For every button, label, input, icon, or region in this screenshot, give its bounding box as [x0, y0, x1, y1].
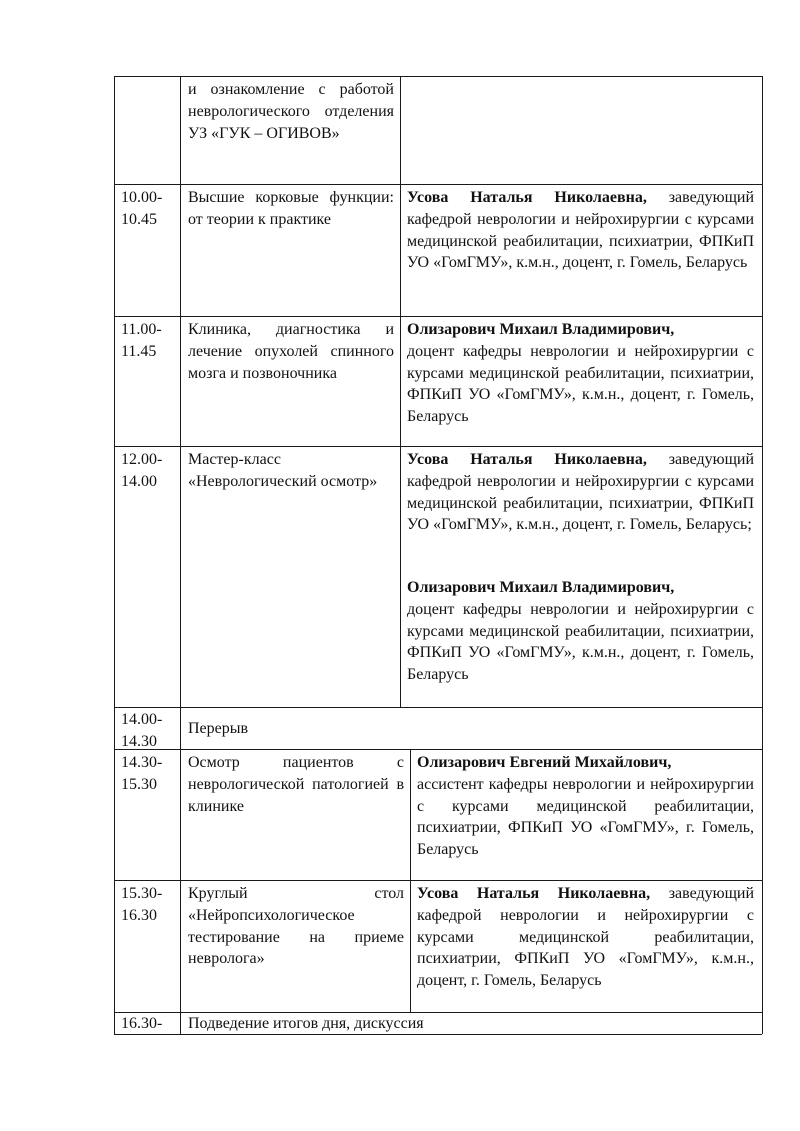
- row-divider: [114, 184, 762, 185]
- speaker-name: Олизарович Михаил Владимирович,: [407, 321, 675, 338]
- table-right-border: [762, 76, 763, 1034]
- speaker-name: Олизарович Евгений Михайлович,: [417, 754, 672, 771]
- row-divider: [114, 316, 762, 317]
- speaker-details: заведующий кафедрой неврологии и нейрохирургии с курсами медицинской реабилитации, психиатрии, ФПКиП УО «ГомГМУ», к.м.н., доцент, г. Гомель, Беларусь: [417, 885, 755, 990]
- speaker-cell: [407, 577, 754, 686]
- speaker-cell: [407, 449, 754, 536]
- topic-cell: Перерыв: [188, 720, 249, 737]
- time-cell: 14.30- 15.30: [121, 754, 163, 793]
- speaker-details: заведующий кафедрой неврологии и нейрохирургии с курсами медицинской реабилитации, психиатрии, ФПКиП УО «ГомГМУ», к.м.н., доцент, г. Гомель, Беларусь;: [407, 451, 755, 534]
- topic-cell: Подведение итогов дня, дискуссия: [188, 1015, 424, 1032]
- time-cell: 16.30-: [121, 1015, 163, 1032]
- time-cell: 12.00- 14.00: [121, 451, 163, 490]
- speaker-cell: [417, 752, 754, 861]
- speaker-name: Усова Наталья Николаевна,: [407, 189, 647, 206]
- speaker-details: ассистент кафедры неврологии и нейрохирургии с курсами медицинской реабилитации, психиатрии, ФПКиП УО «ГомГМУ», г. Гомель, Беларусь: [417, 775, 754, 859]
- row-divider: [114, 707, 762, 708]
- topic-cell: Мастер-класс «Неврологический осмотр»: [188, 451, 378, 490]
- speaker-name: Усова Наталья Николаевна,: [417, 885, 651, 902]
- topic-cell: Круглый стол «Нейропсихологическое тестирование на приеме невролога»: [188, 885, 404, 968]
- topic-cell: Осмотр пациентов с неврологической патологией в клинике: [188, 754, 404, 815]
- topic-cell: Клиника, диагностика и лечение опухолей спинного мозга и позвоночника: [188, 321, 394, 382]
- speaker-column-divider: [410, 749, 411, 1012]
- speaker-cell: [407, 187, 754, 274]
- speaker-cell: [417, 883, 754, 992]
- row-divider: [114, 749, 762, 750]
- time-cell: 15.30- 16.30: [121, 885, 163, 924]
- time-cell: 11.00- 11.45: [121, 321, 162, 360]
- speaker-name: Олизарович Михаил Владимирович,: [407, 579, 675, 596]
- table-left-border: [114, 76, 115, 1034]
- row-divider: [114, 880, 762, 881]
- time-cell: 10.00- 10.45: [121, 189, 163, 228]
- speaker-name: Усова Наталья Николаевна,: [407, 451, 647, 468]
- speaker-column-divider: [400, 76, 401, 707]
- time-cell: 14.00- 14.30: [121, 711, 163, 750]
- speaker-cell: [407, 319, 754, 428]
- topic-cell: и ознакомление с работой неврологического отделения УЗ «ГУК – ОГИВОВ»: [188, 81, 394, 142]
- row-divider: [114, 76, 762, 77]
- speaker-details: заведующий кафедрой неврологии и нейрохирургии с курсами медицинской реабилитации, психиатрии, ФПКиП УО «ГомГМУ», к.м.н., доцент, г. Гомель, Беларусь: [407, 189, 755, 272]
- time-column-divider: [180, 76, 181, 1034]
- topic-cell: Высшие корковые функции: от теории к практике: [188, 189, 394, 228]
- row-divider: [114, 446, 762, 447]
- speaker-details: доцент кафедры неврологии и нейрохирургии с курсами медицинской реабилитации, психиатрии, ФПКиП УО «ГомГМУ», к.м.н., доцент, г. Гомель, Беларусь: [407, 342, 754, 426]
- speaker-details: доцент кафедры неврологии и нейрохирургии с курсами медицинской реабилитации, психиатрии, ФПКиП УО «ГомГМУ», к.м.н., доцент, г. Гомель, Беларусь: [407, 600, 754, 684]
